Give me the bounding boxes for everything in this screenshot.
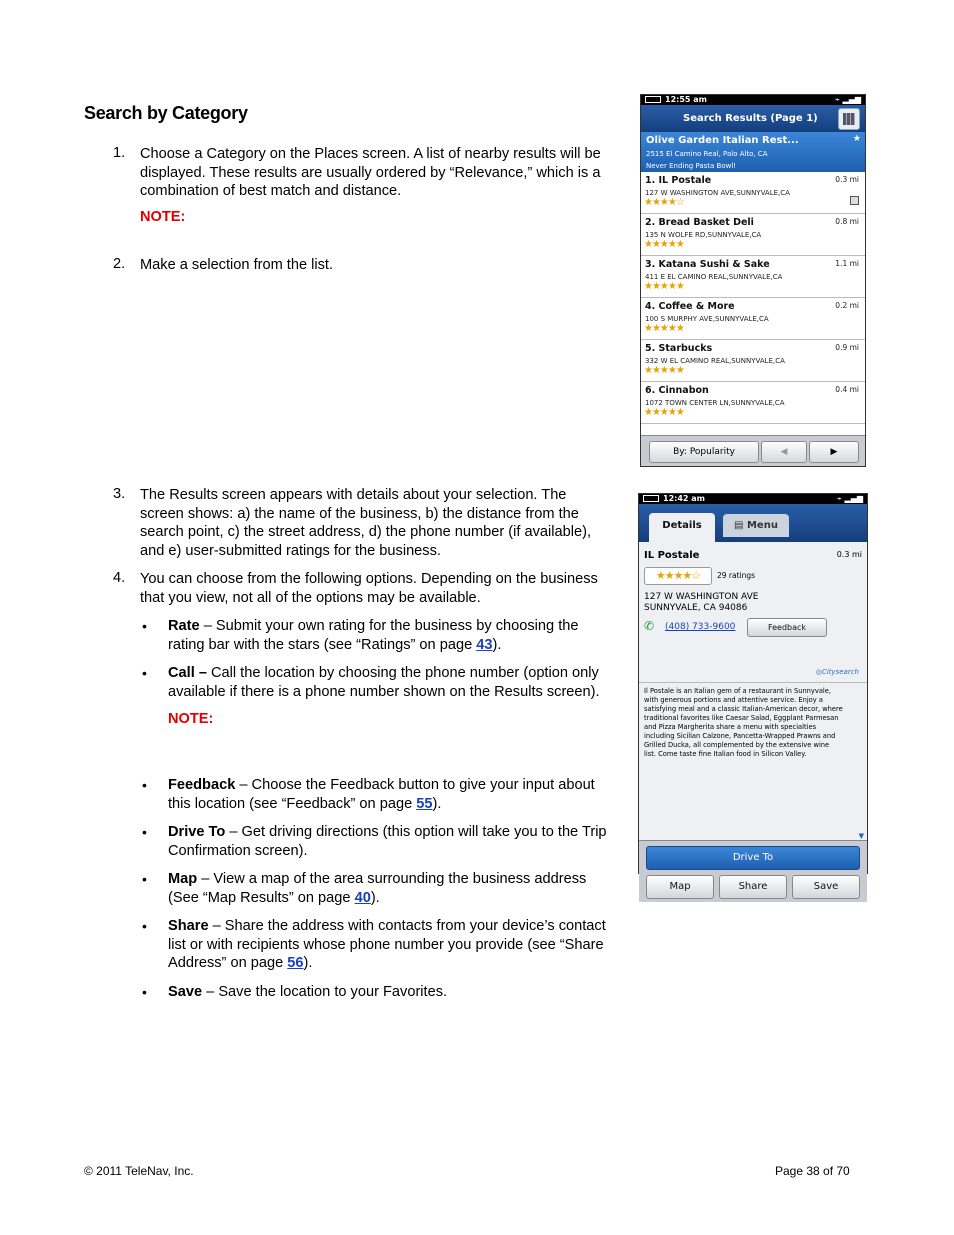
bullet-text: ). xyxy=(432,795,442,812)
text-line: displayed. These results are usually ordered by “Relevance,” which is a xyxy=(140,164,601,181)
prev-page-button[interactable]: ◀ xyxy=(761,441,807,463)
featured-result[interactable] xyxy=(641,132,865,172)
bullet-text: – View a map of the area surrounding the business address xyxy=(197,871,587,887)
result-address: 411 E EL CAMINO REAL,SUNNYVALE,CA xyxy=(645,273,783,281)
result-name: 4. Coffee & More xyxy=(645,301,735,312)
list-item[interactable] xyxy=(641,298,865,340)
bullet-feedback xyxy=(168,776,628,813)
bullet-term: Share xyxy=(168,918,209,934)
battery-icon xyxy=(643,495,659,502)
text-line: You can choose from the following options. Depending on the business xyxy=(140,571,598,587)
tab-menu[interactable] xyxy=(723,514,789,537)
step-number: 1. xyxy=(113,145,126,161)
step-number: 2. xyxy=(113,256,126,272)
result-name: 1. IL Postale xyxy=(645,175,712,186)
tab-label: Menu xyxy=(746,520,778,531)
bullet-text: ). xyxy=(303,955,313,972)
tab-details[interactable]: Details xyxy=(649,513,715,542)
bullet-text: rating bar with the stars (see “Ratings” on page xyxy=(168,636,477,653)
street-address: 127 W WASHINGTON AVE xyxy=(644,592,759,602)
citysearch-icon: ◎ xyxy=(815,668,822,676)
bullet-dot: • xyxy=(142,918,147,934)
result-distance: 0.3 mi xyxy=(835,175,859,184)
clock: 12:42 am xyxy=(663,494,705,503)
bullet-share xyxy=(168,917,628,973)
bullet-text: Confirmation screen). xyxy=(168,842,308,859)
bullet-text: – Share the address with contacts from your device’s contact xyxy=(208,918,606,934)
text-line: search point, c) the street address, d) the phone number (if available), xyxy=(140,524,592,541)
brand-text: Citysearch xyxy=(821,668,859,676)
divider xyxy=(639,682,867,683)
result-distance: 1.1 mi xyxy=(835,259,859,268)
rating-stars: ★★★★★ xyxy=(644,365,684,376)
drive-to-button[interactable]: Drive To xyxy=(646,846,860,870)
city-address: SUNNYVALE, CA 94086 xyxy=(644,603,748,613)
step-4-text xyxy=(140,570,620,607)
tab-bar xyxy=(639,504,867,542)
result-address: 332 W EL CAMINO REAL,SUNNYVALE,CA xyxy=(645,357,785,365)
bullet-text: available if there is a phone number shown on the Results screen). xyxy=(168,683,600,700)
bullet-dot: • xyxy=(142,618,147,634)
bullet-term: Map xyxy=(168,871,198,887)
bullet-text: – Save the location to your Favorites. xyxy=(202,984,448,1000)
bullet-term: Feedback xyxy=(168,777,236,793)
bullet-dot: • xyxy=(142,824,147,840)
screen-title: Search Results (Page 1) xyxy=(683,113,818,124)
desc-line: Grilled Ducka, all complemented by the extensive wine xyxy=(644,741,830,749)
page-title: Search by Category xyxy=(84,103,248,123)
bullet-call xyxy=(168,664,628,701)
battery-icon xyxy=(645,96,661,103)
rating-stars: ★★★★★ xyxy=(644,281,684,292)
sponsored-star-icon: ★ xyxy=(852,134,861,144)
note-icon xyxy=(850,196,859,205)
desc-line: including Sicilian Calzone, Pancetta-Wrapped Prawns and xyxy=(644,732,836,740)
bottom-bar xyxy=(641,435,865,466)
share-button[interactable]: Share xyxy=(719,875,787,899)
map-button[interactable]: Map xyxy=(646,875,714,899)
bullet-text: (See “Map Results” on page xyxy=(168,889,355,906)
bullet-map xyxy=(168,870,628,907)
result-name: 2. Bread Basket Deli xyxy=(645,217,754,228)
text-line: Choose a Category on the Places screen. A list of nearby results will be xyxy=(140,146,601,162)
bullet-text: – Choose the Feedback button to give your input about xyxy=(235,777,595,793)
bullet-term: Save xyxy=(168,984,203,1000)
details-screenshot xyxy=(638,493,868,892)
bullet-text: this location (see “Feedback” on page xyxy=(168,795,417,812)
details-panel xyxy=(639,542,867,840)
desc-line: list. Come taste fine Italian food in Silicon Valley. xyxy=(644,750,807,758)
business-name: IL Postale xyxy=(644,550,700,561)
step-1-text xyxy=(140,145,620,201)
list-item[interactable] xyxy=(641,256,865,298)
note-label: NOTE: xyxy=(140,209,186,225)
bullet-text: – Get driving directions (this option will take you to the Trip xyxy=(225,824,607,840)
page-link-55[interactable]: 55 xyxy=(416,795,433,812)
bullet-text: ). xyxy=(370,889,380,906)
list-item[interactable] xyxy=(641,382,865,424)
desc-line: satisfying meal and a classic Italian-American decor, where xyxy=(644,705,843,713)
clock: 12:55 am xyxy=(665,95,707,104)
step-2-text: Make a selection from the list. xyxy=(140,257,334,273)
featured-name: Olive Garden Italian Rest... xyxy=(646,135,799,146)
result-address: 1072 TOWN CENTER LN,SUNNYVALE,CA xyxy=(645,399,785,407)
list-item[interactable] xyxy=(641,214,865,256)
status-bar xyxy=(639,494,867,504)
bullet-dot: • xyxy=(142,777,147,793)
status-bar xyxy=(641,95,865,105)
menu-icon: ▤ xyxy=(734,520,747,531)
bullet-dot: • xyxy=(142,665,147,681)
desc-line: with generous portions and attentive service. Enjoy a xyxy=(644,696,823,704)
result-name: 6. Cinnabon xyxy=(645,385,709,396)
bullet-dot: • xyxy=(142,984,147,1000)
citysearch-logo xyxy=(816,668,859,676)
result-distance: 0.9 mi xyxy=(835,343,859,352)
page-link-56[interactable]: 56 xyxy=(287,955,304,972)
result-address: 127 W WASHINGTON AVE,SUNNYVALE,CA xyxy=(645,189,790,197)
list-item[interactable] xyxy=(641,172,865,214)
signal-icon: ⌁ ▂▄▆ xyxy=(836,494,863,503)
text-line: The Results screen appears with details about your selection. The xyxy=(140,487,567,503)
step-3-text xyxy=(140,486,620,561)
bullet-drive-to xyxy=(168,823,628,860)
result-distance: 0.4 mi xyxy=(835,385,859,394)
feedback-button[interactable]: Feedback xyxy=(747,618,827,637)
signal-icon: ⌁ ▂▄▆ xyxy=(834,95,861,104)
text-line: and e) user-submitted ratings for the business. xyxy=(140,543,441,560)
phone-link[interactable]: (408) 733-9600 xyxy=(665,622,736,632)
phone-icon: ✆ xyxy=(644,619,655,633)
featured-address: 2515 El Camino Real, Palo Alto, CA xyxy=(646,150,768,158)
featured-promo: Never Ending Pasta Bowl! xyxy=(646,162,737,170)
bullet-term: Call – xyxy=(168,665,207,681)
search-results-screenshot xyxy=(640,94,866,467)
text-line: combination of best match and distance. xyxy=(140,183,402,200)
ratings-count: 29 ratings xyxy=(717,571,756,580)
desc-line: and Pizza Margherita share a menu with specialties xyxy=(644,723,817,731)
result-name: 5. Starbucks xyxy=(645,343,713,354)
bullet-text: ). xyxy=(492,636,502,653)
result-name: 3. Katana Sushi & Sake xyxy=(645,259,770,270)
action-bar xyxy=(639,840,867,902)
page-link-43[interactable]: 43 xyxy=(476,636,493,653)
step-number: 3. xyxy=(113,486,126,502)
bullet-text: – Submit your own rating for the business by choosing the xyxy=(199,618,579,634)
sort-button[interactable]: By: Popularity xyxy=(649,441,759,463)
map-icon[interactable] xyxy=(838,108,860,130)
rating-stars: ★★★★☆ xyxy=(644,197,684,208)
bullet-dot: • xyxy=(142,871,147,887)
note-label: NOTE: xyxy=(168,711,214,727)
rating-bar[interactable]: ★★★★☆ xyxy=(644,567,712,585)
rating-stars: ★★★★★ xyxy=(644,407,684,418)
distance: 0.3 mi xyxy=(836,550,862,559)
step-number: 4. xyxy=(113,570,126,586)
save-button[interactable]: Save xyxy=(792,875,860,899)
footer-copyright: © 2011 TeleNav, Inc. xyxy=(84,1164,194,1178)
bullet-rate xyxy=(168,617,628,654)
bullet-term: Drive To xyxy=(168,824,226,840)
bullet-text: Address” on page xyxy=(168,955,288,972)
bullet-text: list or with recipients whose phone number you provide (see “Share xyxy=(168,936,604,953)
text-line: screen shows: a) the name of the business, b) the distance from the xyxy=(140,505,579,522)
description xyxy=(644,687,864,759)
result-distance: 0.8 mi xyxy=(835,217,859,226)
desc-line: Il Postale is an Italian gem of a restaurant in Sunnyvale, xyxy=(644,687,832,695)
bullet-save xyxy=(168,983,628,1002)
list-item[interactable] xyxy=(641,340,865,382)
scroll-down-icon[interactable]: ▼ xyxy=(858,832,864,840)
result-distance: 0.2 mi xyxy=(835,301,859,310)
rating-stars: ★★★★★ xyxy=(644,323,684,334)
text-line: that you view, not all of the options may be available. xyxy=(140,589,481,606)
result-address: 100 S MURPHY AVE,SUNNYVALE,CA xyxy=(645,315,769,323)
footer-page-number: Page 38 of 70 xyxy=(775,1164,850,1178)
result-address: 135 N WOLFE RD,SUNNYVALE,CA xyxy=(645,231,762,239)
next-page-button[interactable]: ▶ xyxy=(809,441,859,463)
title-bar xyxy=(641,105,865,132)
rating-stars: ★★★★★ xyxy=(644,239,684,250)
bullet-text: Call the location by choosing the phone number (option only xyxy=(206,665,599,681)
desc-line: traditional favorites like Caesar Salad, Eggplant Parmesan xyxy=(644,714,839,722)
bullet-term: Rate xyxy=(168,618,200,634)
page-link-40[interactable]: 40 xyxy=(354,889,371,906)
